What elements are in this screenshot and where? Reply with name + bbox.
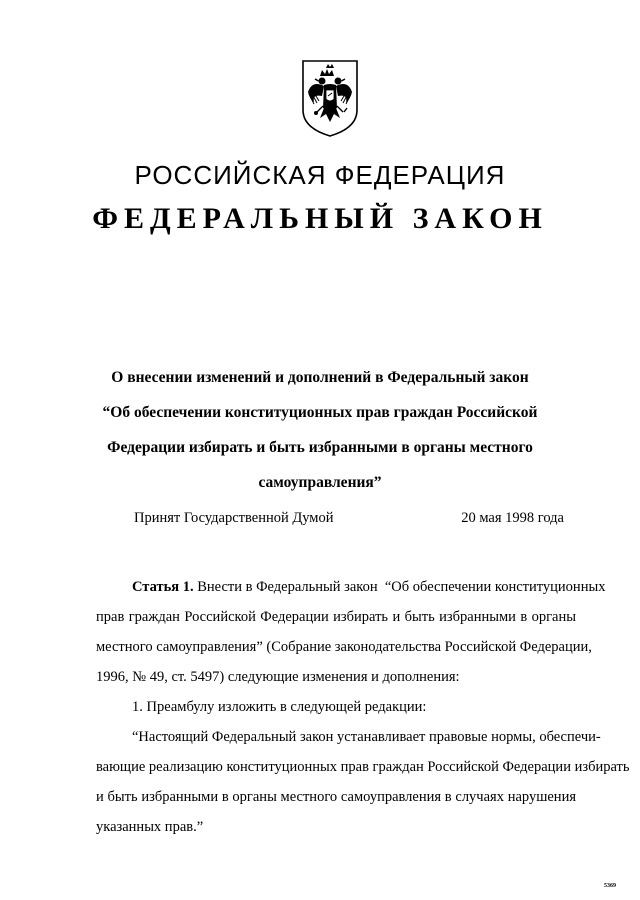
law-title-line: О внесении изменений и дополнений в Федеральный закон [111, 369, 529, 386]
article-line [96, 572, 606, 602]
country-name-heading: РОССИЙСКАЯ ФЕДЕРАЦИЯ [134, 160, 506, 190]
article-label: Статья 1. [132, 579, 194, 595]
article-line: местного самоуправления” (Собрание законодательства Российской Федерации, [96, 639, 592, 655]
quote-line: вающие реализацию конституционных прав граждан Российской Федерации избирать [96, 759, 630, 775]
russian-coat-of-arms-icon [300, 58, 360, 138]
law-title-line: “Об обеспечении конституционных прав граждан Российской [102, 404, 538, 421]
article-text: Внести в Федеральный закон “Об обеспечении конституционных [197, 579, 606, 595]
law-title [100, 360, 540, 500]
item-1-text: 1. Преамбулу изложить в следующей редакции: [132, 699, 427, 715]
adopted-by-text: Принят Государственной Думой [134, 510, 334, 526]
document-type-heading: ФЕДЕРАЛЬНЫЙ ЗАКОН [92, 202, 548, 235]
quote-line: указанных прав.” [96, 819, 204, 835]
law-title-line: Федерации избирать и быть избранными в органы местного [107, 439, 533, 456]
article-line: 1996, № 49, ст. 5497) следующие изменения и дополнения: [96, 669, 460, 685]
adoption-date: 20 мая 1998 года [461, 510, 564, 526]
quote-line: “Настоящий Федеральный закон устанавливает правовые нормы, обеспечи- [132, 729, 601, 745]
article-1 [96, 572, 630, 842]
quote-line: и быть избранными в органы местного самоуправления в случаях нарушения [96, 789, 576, 805]
article-line: прав граждан Российской Федерации избирать и быть избранными в органы [96, 609, 576, 625]
page-number: 5369 [604, 883, 616, 889]
law-title-line: самоуправления” [258, 474, 382, 491]
